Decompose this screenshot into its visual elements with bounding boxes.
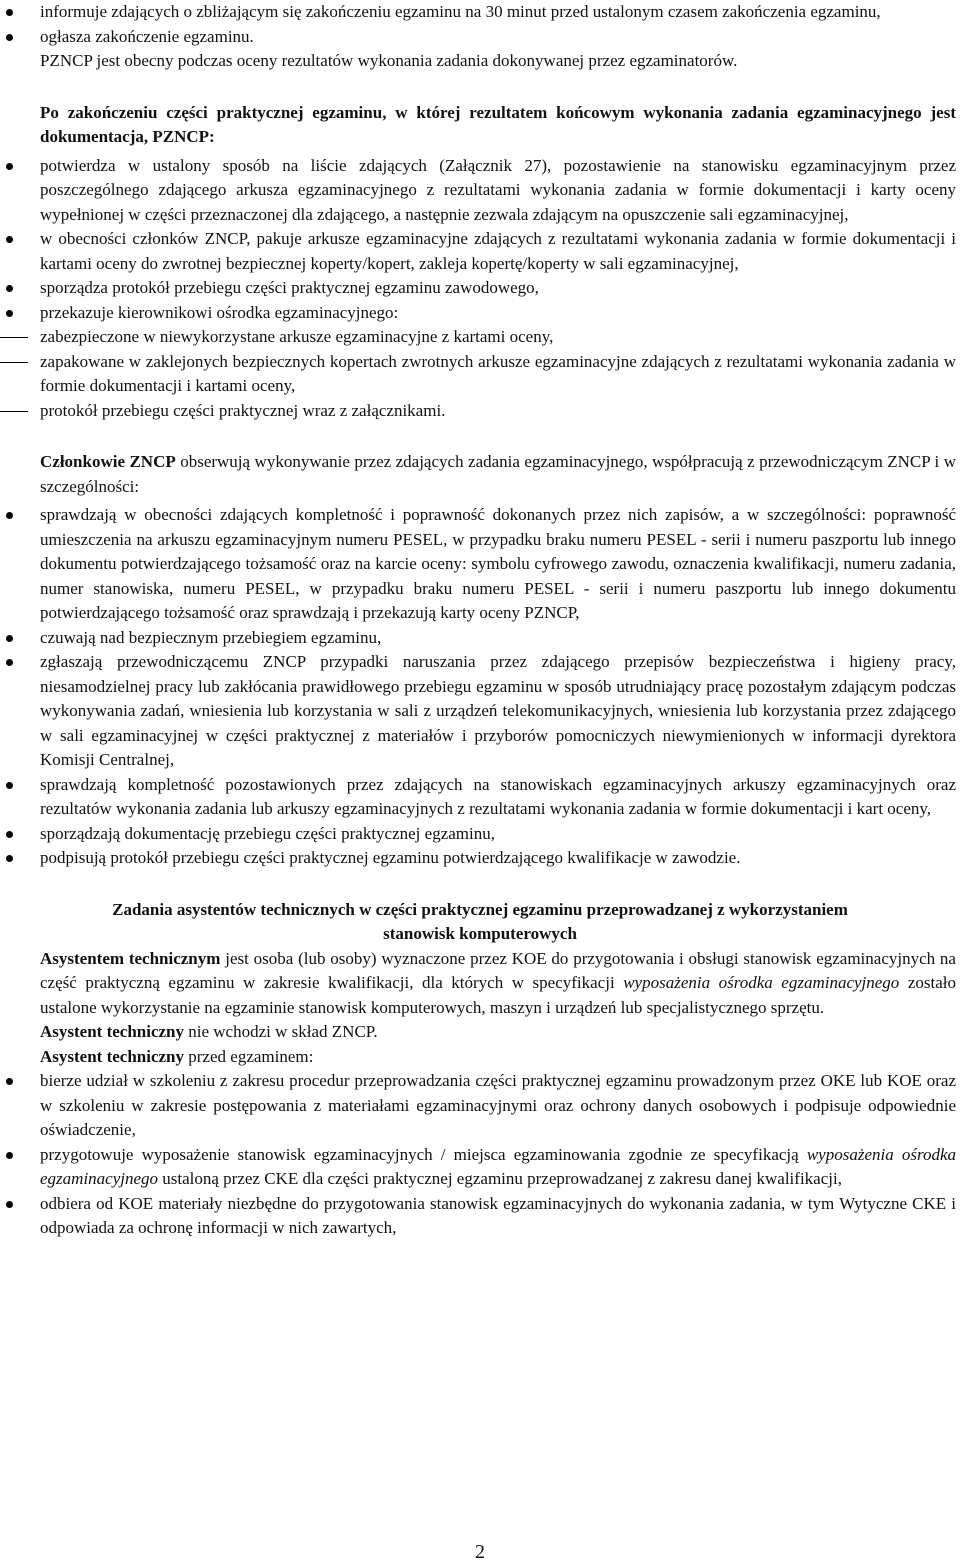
- term: Asystent techniczny: [40, 1022, 185, 1041]
- list-item: odbiera od KOE materiały niezbędne do przygotowania stanowisk egzaminacyjnych do wykonania zadania, w tym Wytyczne CKE i odpowiada za ochronę informacji w nich zawartych,: [40, 1192, 956, 1241]
- list-item: ogłasza zakończenie egzaminu.: [40, 25, 956, 50]
- heading-line-2: stanowisk komputerowych: [383, 924, 577, 943]
- list-item: informuje zdających o zbliżającym się zakończeniu egzaminu na 30 minut przed ustalonym czasem zakończenia egzaminu,: [40, 0, 956, 25]
- members-lead: Członkowie ZNCP: [40, 452, 176, 471]
- term: Asystent techniczny: [40, 1046, 185, 1066]
- list-item: potwierdza w ustalony sposób na liście zdających (Załącznik 27), pozostawienie na stanowisku egzaminacyjnym przez poszczególnego zdającego arkusza egzaminacyjnego z rezultatami wykonania zadania w formie dokumentacji i karty oceny wypełnionej w części przeznaczonej dla zdającego, a następnie zezwala zdającym na opuszczenie sali egzaminacyjnej,: [40, 154, 956, 228]
- list-item: w obecności członków ZNCP, pakuje arkusze egzaminacyjne zdających z rezultatami wykonania zadania w formie dokumentacji i kartami oceny do zwrotnej bezpiecznej koperty/kopert, zakleja kopertę/koperty w sali egzaminacyjnej,: [40, 227, 956, 276]
- paragraph: [40, 947, 956, 1021]
- members-intro: [40, 450, 956, 499]
- list-item: [40, 1143, 956, 1192]
- list-item: bierze udział w szkoleniu z zakresu procedur przeprowadzania części praktycznej egzaminu prowadzonym przez OKE lub KOE oraz w szkoleniu w zakresie postępowania z materiałami egzaminacyjnymi oraz ochrony danych osobowych i podpisuje odpowiednie oświadczenie,: [40, 1069, 956, 1143]
- term: Asystentem technicznym: [40, 948, 221, 968]
- italic-term: wyposażenia ośrodka egzaminacyjnego: [623, 973, 900, 992]
- text: jest osoba (lub osoby) wyznaczone przez KOE do przygotowania i obsługi stanowisk egzaminacyjnych na część praktyczną egzaminu w zakresie kwalifikacji, dla których w specyfikacji: [40, 948, 956, 992]
- list-item: zgłaszają przewodniczącemu ZNCP przypadki naruszania przez zdającego przepisów bezpieczeństwa i higieny pracy, niesamodzielnej pracy lub zakłócania prawidłowego przebiegu egzaminu w sposób utrudniający pracę pozostałym zdającym podczas wykonywania zadań, wniesienia lub korzystania w sali z urządzeń telekomunikacyjnych, wniesienia lub korzystania przez zdającego w sali egzaminacyjnej w części praktycznej z materiałów i przyborów pomocniczych niewymienionych w informacji dyrektora Komisji Centralnej,: [40, 650, 956, 773]
- list-item: sporządza protokół przebiegu części praktycznej egzaminu zawodowego,: [40, 276, 956, 301]
- paragraph: [40, 1045, 956, 1070]
- dash-item: zapakowane w zaklejonych bezpiecznych kopertach zwrotnych arkusze egzaminacyjne zdających z rezultatami wykonania zadania w formie dokumentacji i kartami oceny,: [40, 350, 956, 399]
- text: przed egzaminem:: [184, 1046, 314, 1066]
- members-lead-rest: obserwują wykonywanie przez zdających zadania egzaminacyjnego, współpracują z przewodniczącym ZNCP i w szczególności:: [40, 452, 957, 496]
- paragraph: [40, 1020, 956, 1045]
- text: zostało ustalone wykorzystanie na egzaminie stanowisk komputerowych, maszyn i urządzeń lub specjalistycznego sprzętu.: [40, 973, 956, 1017]
- list-item: czuwają nad bezpiecznym przebiegiem egzaminu,: [40, 626, 956, 651]
- section-heading: Po zakończeniu części praktycznej egzaminu, w której rezultatem końcowym wykonania zadania egzaminacyjnego jest dokumentacja, PZNCP:: [40, 102, 956, 146]
- paragraph: PZNCP jest obecny podczas oceny rezultatów wykonania zadania dokonywanej przez egzaminatorów.: [40, 51, 738, 70]
- list-item: sprawdzają w obecności zdających kompletność i poprawność dokonanych przez nich zapisów, a w szczególności: poprawność umieszczenia na arkuszu egzaminacyjnym numeru PESEL, w przypadku braku numeru PESEL - serii i numeru paszportu lub innego dokumentu potwierdzającego tożsamość oraz na karcie oceny: symbolu cyfrowego zawodu, oznaczenia kwalifikacji, numeru zadania, numer stanowiska, numeru PESEL, w przypadku braku numeru PESEL - serii i numeru paszportu lub innego dokumentu potwierdzającego tożsamość oraz sprawdzają i przekazują karty oceny PZNCP,: [40, 503, 956, 626]
- italic-term: wyposażenia ośrodka egzaminacyjnego: [40, 1144, 957, 1188]
- list-item: sprawdzają kompletność pozostawionych przez zdających na stanowiskach egzaminacyjnych arkuszy egzaminacyjnych oraz rezultatów wykonania zadania lub arkuszy egzaminacyjnych z rezultatami wykonania zadania w formie dokumentacji i kart oceny,: [40, 773, 956, 822]
- page-number: 2: [475, 1541, 485, 1563]
- heading-line-1: Zadania asystentów technicznych w części praktycznej egzaminu przeprowadzanej z wykorzystaniem: [112, 899, 848, 919]
- list-item: sporządzają dokumentację przebiegu części praktycznej egzaminu,: [40, 822, 956, 847]
- dash-item: zabezpieczone w niewykorzystane arkusze egzaminacyjne z kartami oceny,: [40, 325, 956, 350]
- list-item: podpisują protokół przebiegu części praktycznej egzaminu potwierdzającego kwalifikacje w zawodzie.: [40, 846, 956, 871]
- text: nie wchodzi w skład ZNCP.: [184, 1022, 378, 1041]
- list-item: przekazuje kierownikowi ośrodka egzaminacyjnego:: [40, 301, 956, 326]
- dash-item: protokół przebiegu części praktycznej wraz z załącznikami.: [40, 399, 956, 424]
- text: ustaloną przez CKE dla części praktycznej egzaminu przeprowadzanej z zakresu danej kwalifikacji,: [158, 1169, 842, 1188]
- section-heading: [4, 898, 956, 947]
- text: przygotowuje wyposażenie stanowisk egzaminacyjnych / miejsca egzaminowania zgodnie ze specyfikacją: [40, 1144, 807, 1164]
